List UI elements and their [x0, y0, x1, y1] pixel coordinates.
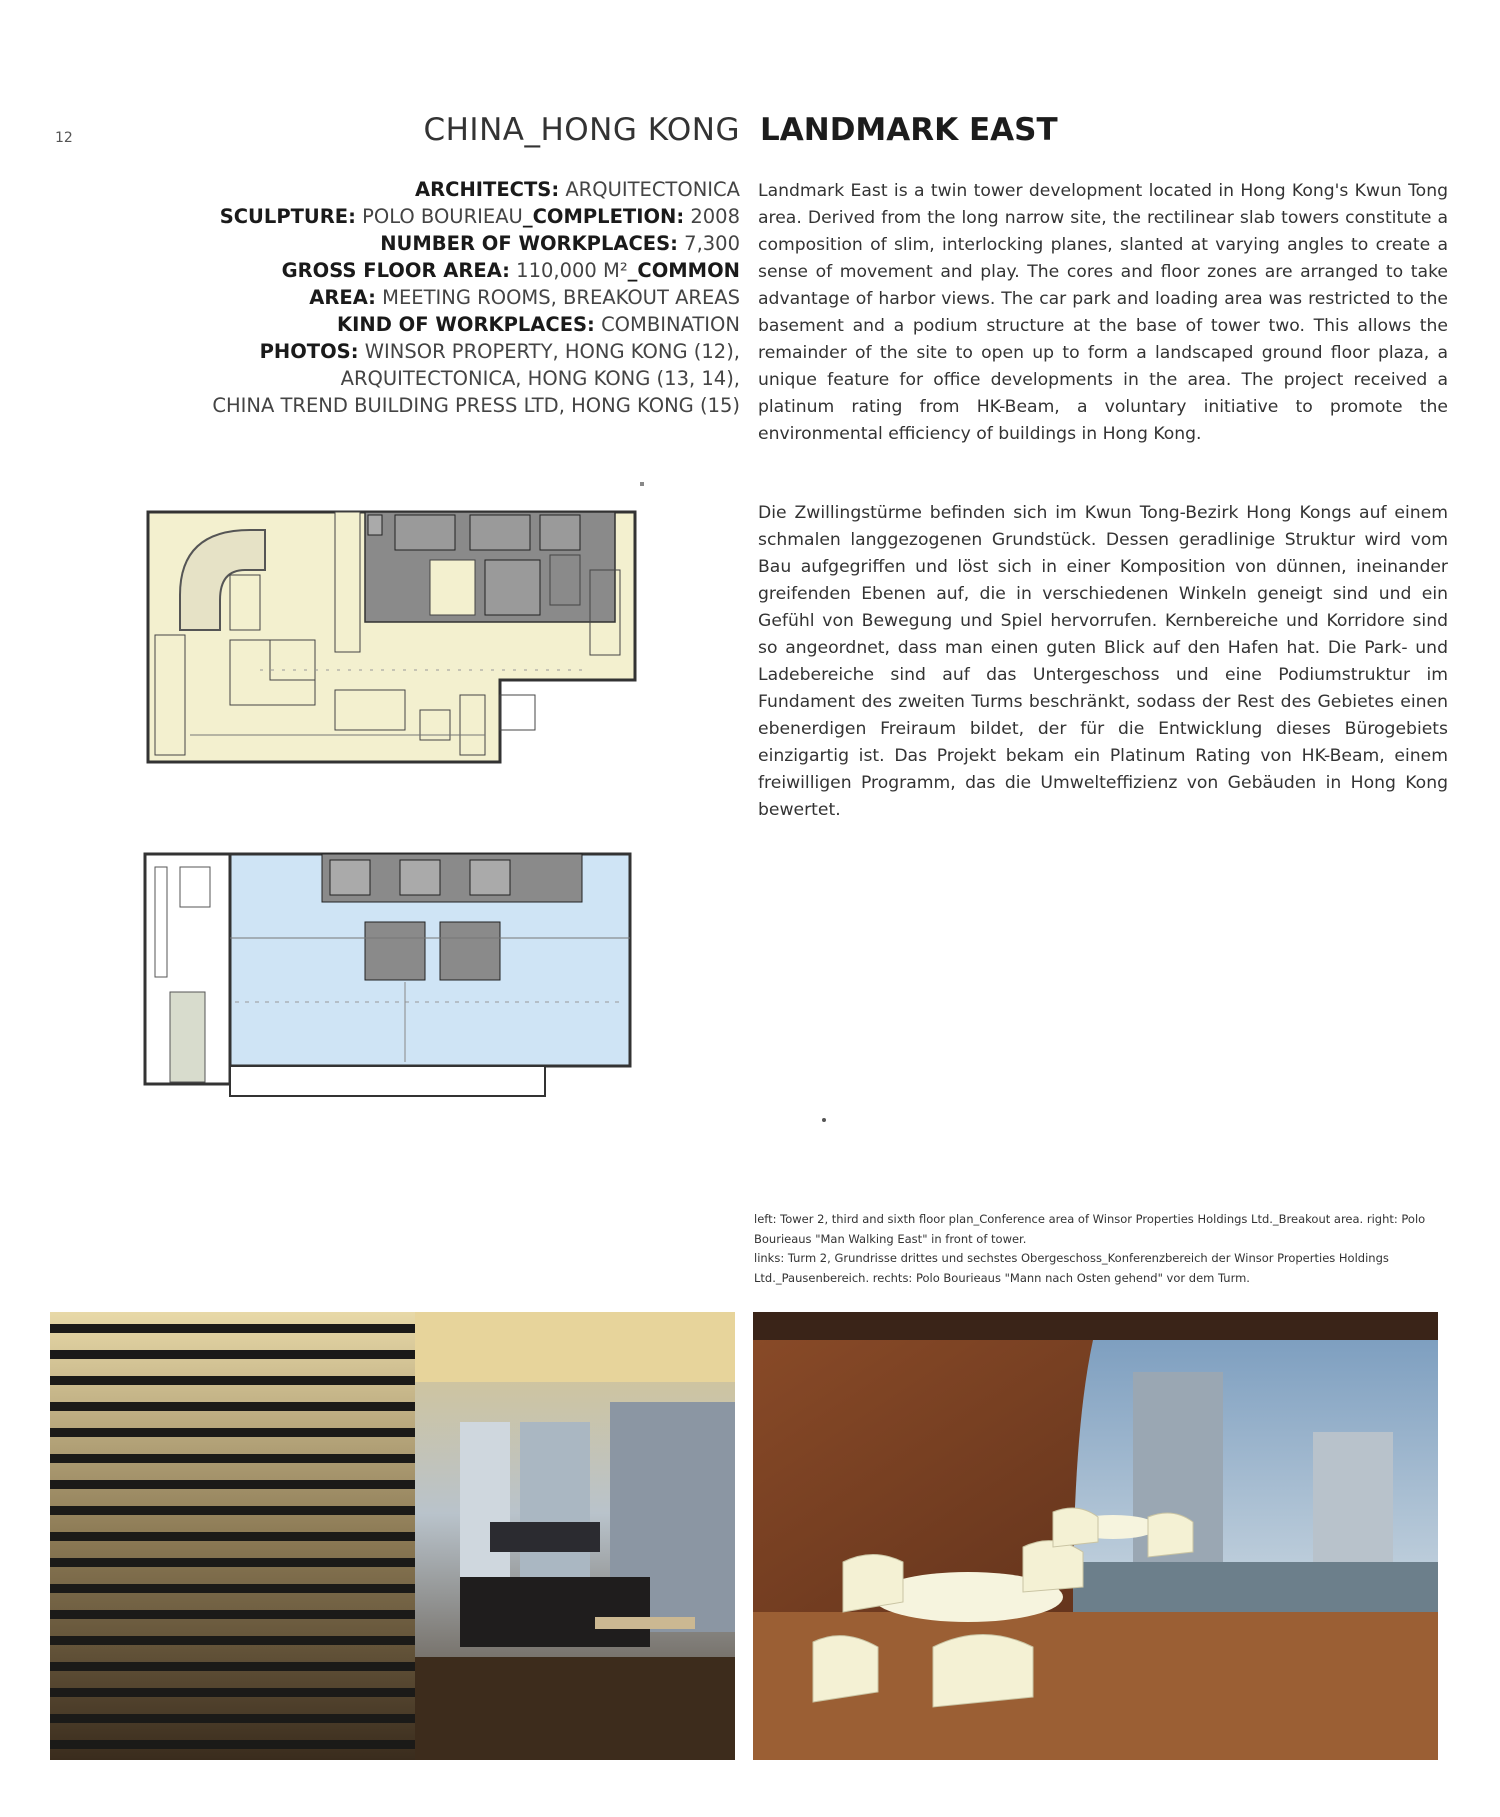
architects-label: ARCHITECTS: [415, 178, 560, 201]
page-number: 12 [55, 130, 73, 146]
workplaces-label: NUMBER OF WORKPLACES: [380, 232, 678, 255]
sculpture-label: SCULPTURE: [219, 205, 356, 228]
completion-value: 2008 [690, 205, 740, 228]
area-value: MEETING ROOMS, BREAKOUT AREAS [382, 286, 740, 309]
area-label: AREA: [309, 286, 376, 309]
gfa-value: 110,000 M² [516, 259, 628, 282]
body-text-german: Die Zwillingstürme befinden sich im Kwun Tong-Bezirk Hong Kongs auf einem schmalen langgezogenen Grundstück. Dessen geradlinige Struktur wird vom Bau aufgegriffen und löst sich in einer Komposition von dünnen, ineinander greifenden Ebenen auf, die in verschiedenen Winkeln geneigt sind und ein Gefühl von Bewegung und Spiel hervorrufen. Kernbereiche und Korridore sind so angeordnet, dass man einen guten Blick auf den Hafen hat. Die Park- und Ladebereiche sind auf das Untergeschoss und eine Podiumstruktur im Fundament des zweiten Turms beschränkt, sodass der Rest des Gebietes einen ebenerdigen Freiraum bildet, der für die Entwicklung dieses Bürogebiets einzigartig ist. Das Projekt bekam ein Platinum Rating von HK-Beam, einem freiwilligen Programm, das die Umwelteffizienz von Gebäuden in Hong Kong bewertet. [758, 503, 1448, 820]
photos-value-3: CHINA TREND BUILDING PRESS LTD, HONG KONG (15) [212, 394, 740, 417]
architects-value: ARQUITECTONICA [565, 178, 740, 201]
completion-label: _COMPLETION: [522, 205, 685, 228]
kind-label: KIND OF WORKPLACES: [337, 313, 595, 336]
sculpture-value: POLO BOURIEAU [362, 205, 523, 228]
floor-plan-sixth [140, 842, 640, 1110]
caption-german: links: Turm 2, Grundrisse drittes und sechstes Obergeschoss_Konferenzbereich der Winsor Properties Holdings Ltd._Pausenbereich. rechts: Polo Bourieaus "Mann nach Osten gehend" vor dem Turm. [754, 1251, 1389, 1285]
figure-caption [754, 1210, 1434, 1288]
caption-english: left: Tower 2, third and sixth floor plan_Conference area of Winsor Properties Holdings Ltd._Breakout area. right: Polo Bourieaus "Man Walking East" in front of tower. [754, 1212, 1426, 1246]
photo-breakout-area [753, 1312, 1438, 1760]
workplaces-value: 7,300 [684, 232, 740, 255]
project-credits [150, 176, 740, 419]
photos-label: PHOTOS: [259, 340, 359, 363]
header-location: CHINA_HONG KONG [423, 112, 740, 148]
photos-value-1: WINSOR PROPERTY, HONG KONG (12), [364, 340, 740, 363]
scan-speck [822, 1118, 826, 1122]
common-label: _COMMON [627, 259, 740, 282]
kind-value: COMBINATION [601, 313, 740, 336]
gfa-label: GROSS FLOOR AREA: [281, 259, 510, 282]
photos-value-2: ARQUITECTONICA, HONG KONG (13, 14), [340, 367, 740, 390]
floor-plan-third [140, 500, 640, 775]
photo-conference-area [50, 1312, 735, 1760]
scan-mark [640, 482, 644, 486]
body-text-english: Landmark East is a twin tower development located in Hong Kong's Kwun Tong area. Derived from the long narrow site, the rectilinear slab towers constitute a composition of slim, interlocking planes, slanted at varying angles to create a sense of movement and play. The cores and floor zones are arranged to take advantage of harbor views. The car park and loading area was restricted to the basement and a podium structure at the base of tower two. This allows the remainder of the site to open up to form a landscaped ground floor plaza, a unique feature for office developments in the area. The project received a platinum rating from HK-Beam, a voluntary initiative to promote the environmental efficiency of buildings in Hong Kong. [758, 181, 1448, 444]
page-title: LANDMARK EAST [760, 112, 1058, 148]
